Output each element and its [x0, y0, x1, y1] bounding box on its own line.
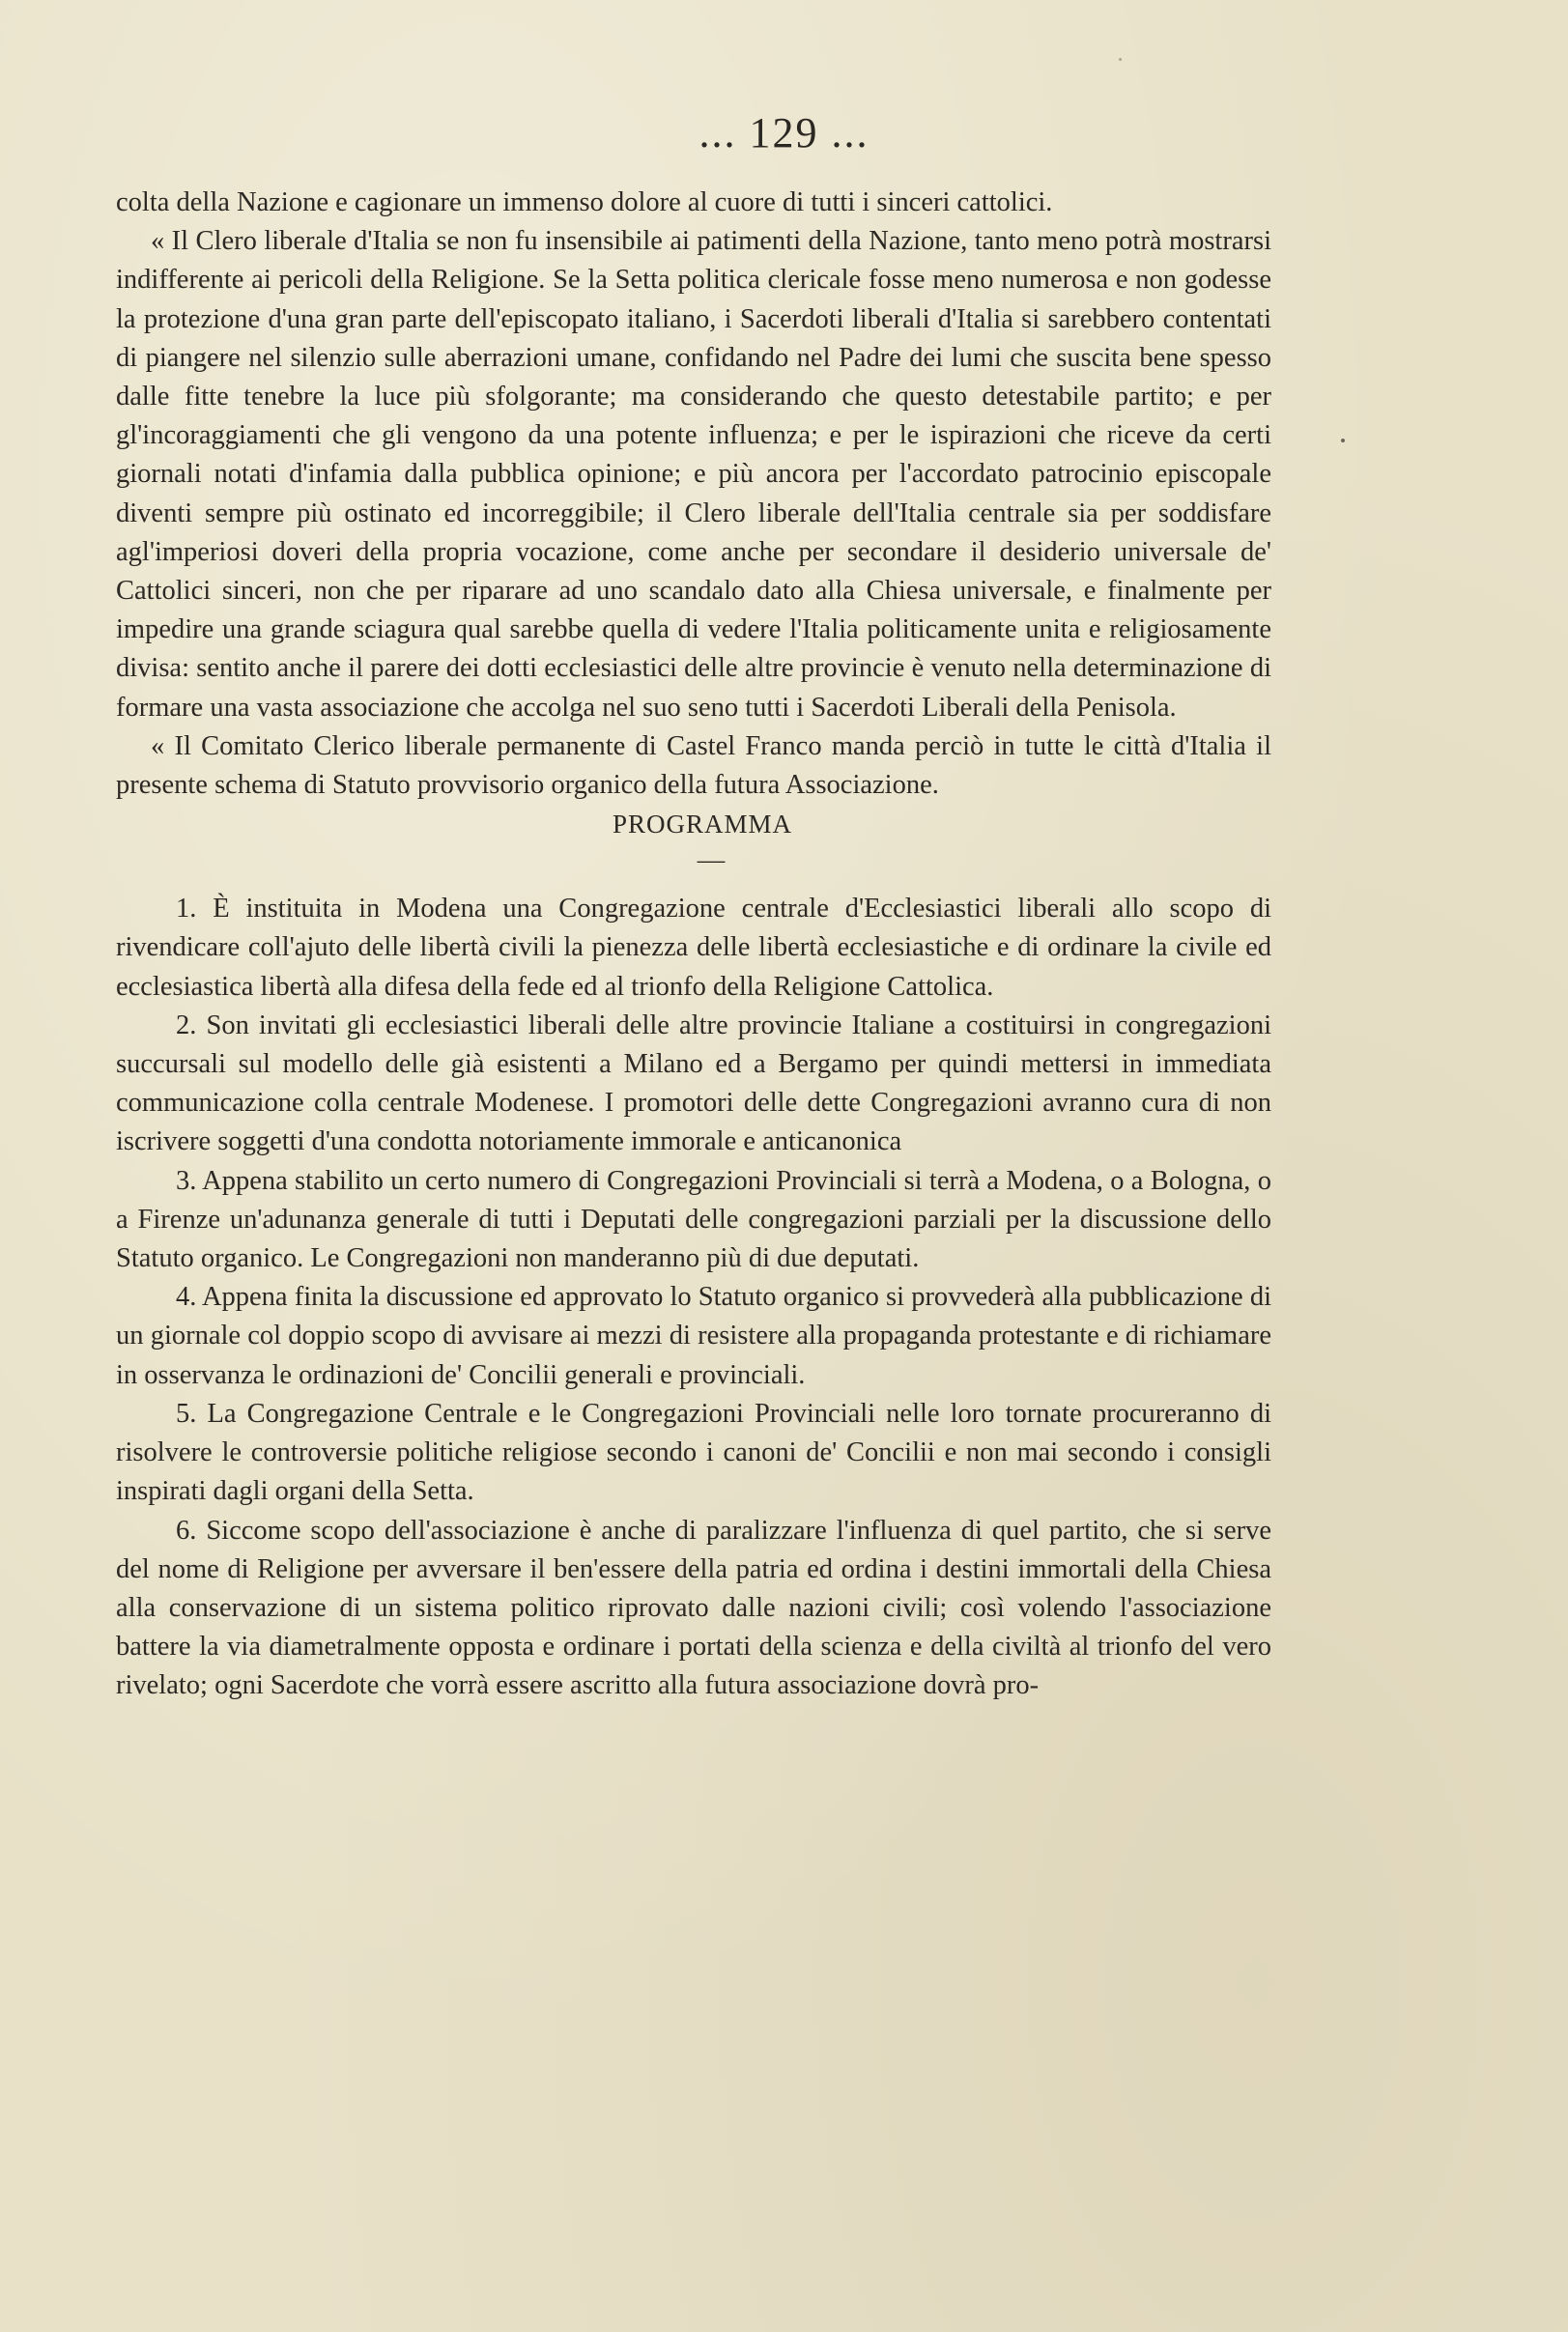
article-item: 3. Appena stabilito un certo numero di Congregazioni Provinciali si terrà a Modena, o a Bologna, o a Firenze un'adunanza generale di tutti i Deputati delle congregazioni parziali per la discussione dello Statuto organico. Le Congregazioni non manderanno più di due deputati.	[116, 1165, 1271, 1274]
body-text	[116, 184, 1271, 1706]
paper-speck	[1119, 58, 1122, 61]
paragraph: « Il Clero liberale d'Italia se non fu insensibile ai patimenti della Nazione, tanto meno potrà mostrarsi indifferente ai pericoli della Religione. Se la Setta politica clericale fosse meno numerosa e non godesse la protezione d'una gran parte dell'episcopato italiano, i Sacerdoti liberali d'Italia si sarebbero contentati di piangere nel silenzio sulle aberrazioni umane, confidando nel Padre dei lumi che suscita bene spesso dalle fitte tenebre la luce più sfolgorante; ma considerando che questo detestabile partito; e per gl'incoraggiamenti che gli vengono da una potente influenza; e per le ispirazioni che riceve da certi giornali notati d'infamia dalla pubblica opinione; e più ancora per l'accordato patrocinio episcopale diventi sempre più ostinato ed incorreggibile; il Clero liberale dell'Italia centrale sia per soddisfare agl'imperiosi doveri della propria vocazione, come anche per secondare il desiderio universale de' Cattolici sinceri, non che per riparare ad uno scandalo dato alla Chiesa universale, e finalmente per impedire una grande sciagura qual sarebbe quella di vedere l'Italia politicamente unita e religiosamente divisa: sentito anche il parere dei dotti ecclesiastici delle altre provincie è venuto nella determinazione di formare una vasta associazione che accolga nel suo seno tutti i Sacerdoti Liberali della Penisola.	[116, 226, 1271, 723]
article-item: 6. Siccome scopo dell'associazione è anche di paralizzare l'influenza di quel partito, che si serve del nome di Religione per avversare il ben'essere della patria ed ordina i destini immortali della Chiesa alla conservazione di un sistema politico riprovato dalle nazioni civili; così volendo l'associazione battere la via diametralmente opposta e ordinare i portati della scienza e della civiltà al trionfo del vero rivelato; ogni Sacerdote che vorrà essere ascritto alla futura associazione dovrà pro-	[116, 1515, 1271, 1701]
paper-speck	[1341, 439, 1345, 442]
article-item: 1. È instituita in Modena una Congregazione centrale d'Ecclesiastici liberali allo scopo di rivendicare coll'ajuto delle libertà civili la pienezza delle libertà ecclesiastiche e di ordinare la civile ed ecclesiastica libertà alla difesa della fede ed al trionfo della Religione Cattolica.	[116, 894, 1271, 1002]
article-item: 4. Appena finita la discussione ed approvato lo Statuto organico si provvederà alla pubblicazione di un giornale col doppio scopo di avvisare ai mezzi di resistere alla propaganda protestante e di richiamare in osservanza le ordinazioni de' Concilii generali e provinciali.	[116, 1282, 1271, 1390]
heading-dash: —	[697, 845, 726, 876]
article-item: 2. Son invitati gli ecclesiastici liberali delle altre provincie Italiane a costituirsi in congregazioni succursali sul modello delle già esistenti a Milano ed a Bergamo per quindi mettersi in immediata communicazione colla centrale Modenese. I promotori delle dette Congregazioni avranno cura di non iscrivere soggetti d'una condotta notoriamente immorale e anticanonica	[116, 1010, 1271, 1157]
paragraph: « Il Comitato Clerico liberale permanente di Castel Franco manda perciò in tutte le città d'Italia il presente schema di Statuto provvisorio organico della futura Associazione.	[116, 730, 1271, 801]
article-item: 5. La Congregazione Centrale e le Congregazioni Provinciali nelle loro tornate procureranno di risolvere le controversie politiche religiose secondo i canoni de' Concilii e non mai secondo i consigli inspirati dagli organi della Setta.	[116, 1398, 1271, 1507]
page-number: ... 129 ...	[698, 109, 870, 156]
paragraph: colta della Nazione e cagionare un immenso dolore al cuore di tutti i sinceri cattolici.	[116, 187, 1053, 217]
section-heading: PROGRAMMA	[612, 810, 793, 839]
